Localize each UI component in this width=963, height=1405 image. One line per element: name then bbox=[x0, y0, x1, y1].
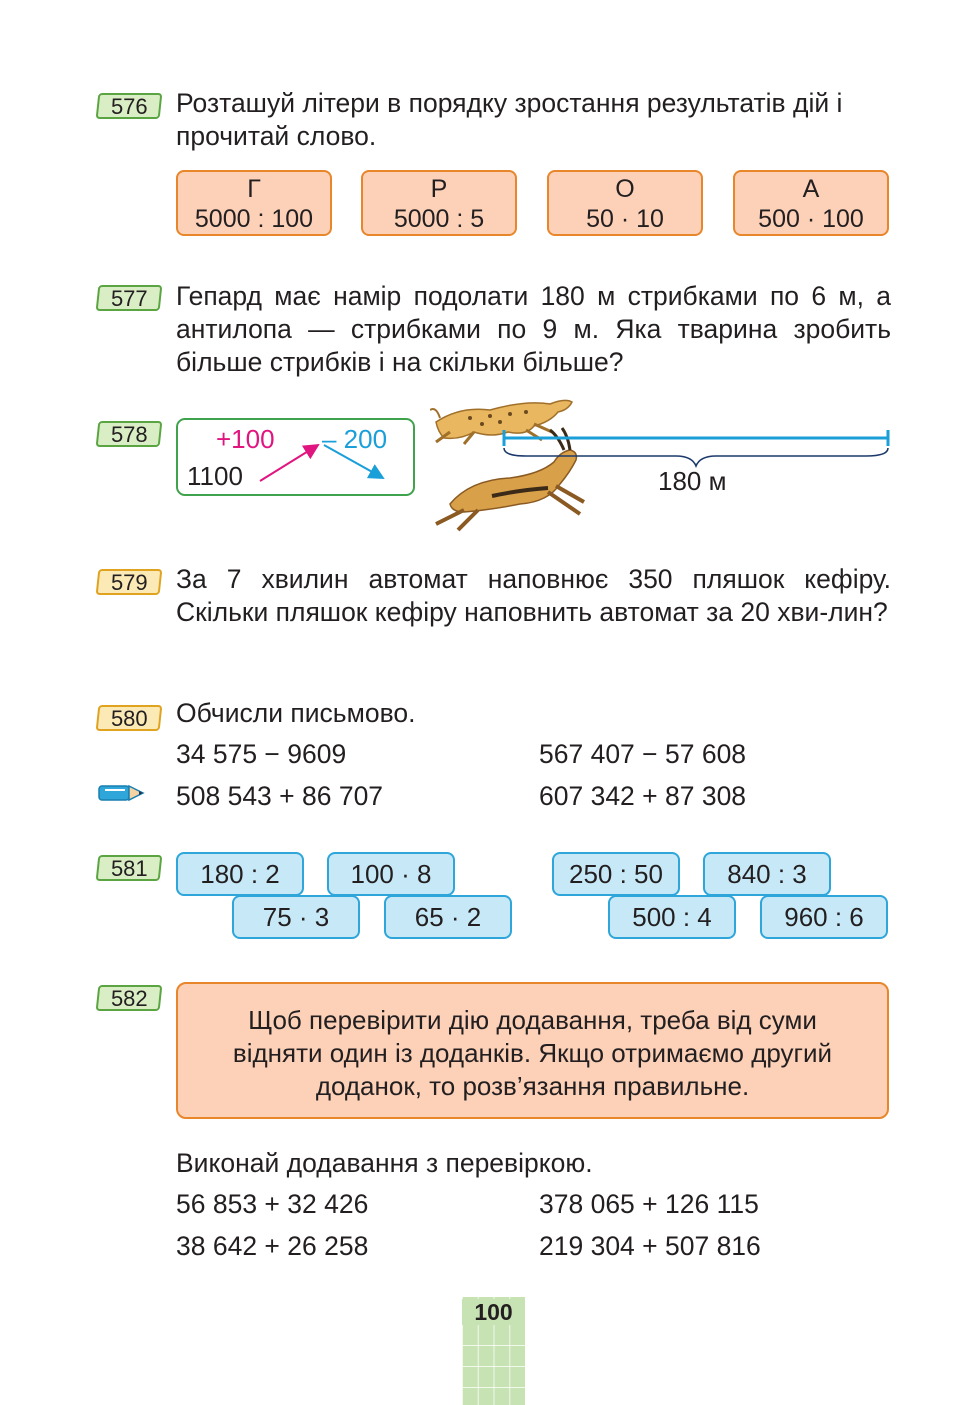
expression-card: 500 : 4 bbox=[608, 895, 736, 939]
letter-card bbox=[547, 170, 703, 236]
exercise-576-text: Розташуй літери в порядку зростання результатів дій і прочитай слово. bbox=[176, 88, 843, 151]
card-expression: 500 · 100 bbox=[758, 205, 864, 233]
exercise-number-577: 577 bbox=[96, 285, 163, 311]
animals-distance-illustration bbox=[430, 392, 900, 532]
exercise-577-text: Гепард має намір подолати 180 м стрибками по 6 м, а антилопа — стрибками по 9 м. Яка тварина зробить більше стрибків і на скільки більше? bbox=[176, 281, 891, 377]
exercise-number-582: 582 bbox=[96, 985, 163, 1011]
exercise-579-text: За 7 хвилин автомат наповнює 350 пляшок кефіру. Скільки пляшок кефіру наповнить автомат за 20 хви-лин? bbox=[176, 564, 891, 627]
card-expression: 5000 : 5 bbox=[393, 205, 485, 233]
expression-card: 840 : 3 bbox=[703, 852, 831, 896]
exercise-582-task: Виконай додавання з перевіркою. bbox=[176, 1148, 593, 1178]
card-letter: Р bbox=[430, 175, 448, 203]
card-expression: 5000 : 100 bbox=[194, 205, 314, 233]
page-number-tab bbox=[462, 1297, 525, 1405]
letter-card bbox=[361, 170, 517, 236]
exercise-number-579: 579 bbox=[96, 569, 163, 595]
exercise-number-576: 576 bbox=[96, 93, 163, 119]
distance-label: 180 м bbox=[658, 466, 727, 496]
card-letter: Г bbox=[247, 175, 261, 203]
expression: 34 575 − 9609 bbox=[176, 739, 347, 769]
expression-card: 180 : 2 bbox=[176, 852, 304, 896]
chain-arrows bbox=[178, 420, 413, 494]
expression: 38 642 + 26 258 bbox=[176, 1231, 369, 1261]
expression: 56 853 + 32 426 bbox=[176, 1189, 369, 1219]
rule-text: Щоб перевірити дію додавання, треба від суми відняти один із доданків. Якщо отримаємо другий доданок, то розв’язання правильне. bbox=[232, 1005, 833, 1101]
pencil-icon bbox=[97, 782, 145, 804]
expression: 508 543 + 86 707 bbox=[176, 781, 384, 811]
expression: 607 342 + 87 308 bbox=[539, 781, 747, 811]
letter-card bbox=[176, 170, 332, 236]
expression-card: 250 : 50 bbox=[552, 852, 680, 896]
rule-box bbox=[176, 982, 889, 1119]
exercise-number-578: 578 bbox=[96, 421, 163, 447]
chain-op-plus: +100 bbox=[216, 424, 275, 454]
expression: 378 065 + 126 115 bbox=[539, 1189, 759, 1219]
chain-start-value: 1100 bbox=[187, 461, 243, 491]
expression-card: 100 · 8 bbox=[327, 852, 455, 896]
operation-chain-box bbox=[176, 418, 415, 496]
expression: 219 304 + 507 816 bbox=[539, 1231, 761, 1261]
expression-card: 75 · 3 bbox=[232, 895, 360, 939]
letter-card bbox=[733, 170, 889, 236]
exercise-580-text: Обчисли письмово. bbox=[176, 698, 416, 728]
card-letter: О bbox=[615, 175, 635, 203]
exercise-number-581: 581 bbox=[96, 855, 163, 881]
antelope-illustration bbox=[436, 428, 584, 530]
expression: 567 407 − 57 608 bbox=[539, 739, 747, 769]
card-expression: 50 · 10 bbox=[586, 205, 664, 233]
chain-op-minus: – 200 bbox=[322, 424, 388, 454]
card-letter: А bbox=[802, 175, 820, 203]
expression-card: 65 · 2 bbox=[384, 895, 512, 939]
expression-card: 960 : 6 bbox=[760, 895, 888, 939]
exercise-number-580: 580 bbox=[96, 705, 163, 731]
page-number: 100 bbox=[462, 1299, 525, 1325]
